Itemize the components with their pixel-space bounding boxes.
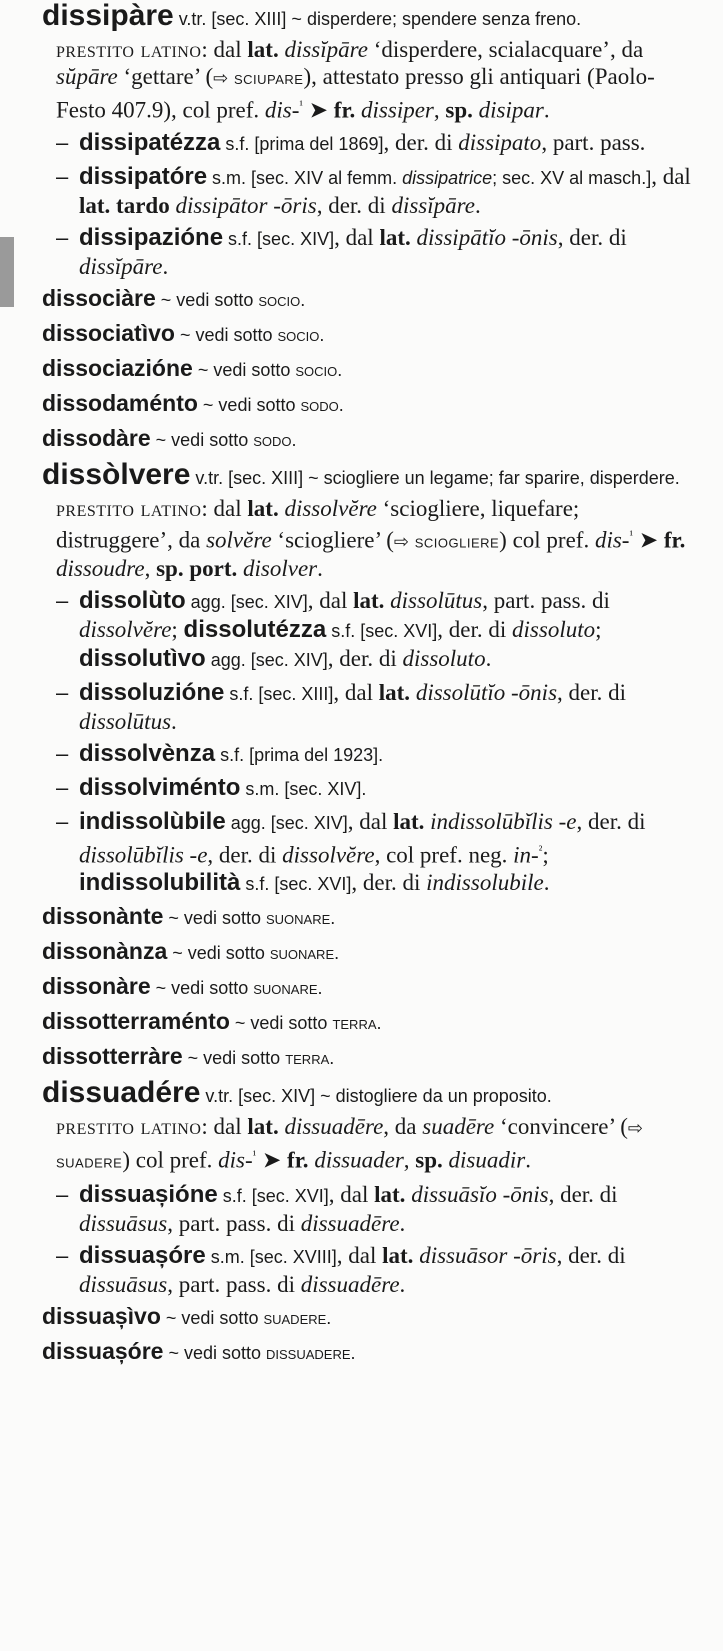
cross-reference-entry: dissociazióne ~ vedi sotto socio. bbox=[42, 354, 343, 381]
cross-ref-link[interactable]: socio. bbox=[277, 324, 325, 345]
cross-ref-link[interactable]: suonare. bbox=[269, 942, 340, 963]
derivative-entry: – dissolviménto s.m. [sec. XIV]. bbox=[56, 774, 367, 802]
derivative-entry: – dissipazióne s.f. [sec. XIV], dal lat. dissipātĭo -ōnis, der. di dissĭpāre. bbox=[56, 223, 627, 279]
headword: dissipàre bbox=[42, 0, 174, 32]
entry-head bbox=[42, 1075, 692, 1111]
cross-reference-entry: dissuașóre ~ vedi sotto dissuadere. bbox=[42, 1337, 356, 1364]
thumb-index-tab bbox=[0, 237, 14, 307]
derivative-entry: – dissoluzióne s.f. [sec. XIII], dal lat. dissolūtĭo -ōnis, der. di dissolūtus. bbox=[56, 679, 627, 735]
derivative-headword: dissolùto bbox=[79, 587, 186, 615]
cross-reference-list bbox=[42, 282, 692, 457]
derivative-headword: dissipatóre bbox=[79, 162, 208, 190]
cross-ref-arrow-icon: ⇨ bbox=[393, 531, 409, 552]
grammar-definition: v.tr. [sec. XIII] ~ disperdere; spendere senza freno. bbox=[173, 9, 582, 29]
cross-ref-link[interactable]: suadere. bbox=[263, 1307, 332, 1328]
cross-reference-entry: dissodaménto ~ vedi sotto sodo. bbox=[42, 389, 344, 416]
derivative-headword: dissolutézza bbox=[183, 616, 327, 644]
etymology: prestito latino: dal lat. dissuadēre, da suadēre ‘convincere’ (⇨ suadere) col pref. dis-$^{^1}$ ➤ fr. dissuader, sp. disuadir. bbox=[56, 1113, 643, 1173]
cross-reference-entry: dissonànza ~ vedi sotto suonare. bbox=[42, 937, 340, 964]
cross-ref-link[interactable]: terra. bbox=[285, 1047, 335, 1068]
derivative-entry: – dissolùto agg. [sec. XIV], dal lat. dissolūtus, part. pass. di dissolvĕre; dissolutézza s.f. [sec. XVI], der. di dissoluto; dissolutìvo agg. [sec. XIV], der. di dissoluto. bbox=[56, 587, 610, 673]
derivative-headword: dissolviménto bbox=[79, 774, 241, 802]
derivative-entry: – dissuașióne s.f. [sec. XVI], dal lat. dissuāsĭo -ōnis, der. di dissuāsus, part. pass. di dissuadēre. bbox=[56, 1180, 618, 1236]
grammar-definition: v.tr. [sec. XIII] ~ sciogliere un legame; far sparire, disperdere. bbox=[190, 467, 680, 488]
cross-reference-entry: dissonànte ~ vedi sotto suonare. bbox=[42, 902, 336, 929]
derivative-headword: dissoluzióne bbox=[79, 679, 225, 707]
derivative-headword: dissipatézza bbox=[79, 128, 221, 156]
cross-reference-entry: dissodàre ~ vedi sotto sodo. bbox=[42, 424, 297, 451]
cross-ref-link[interactable]: socio. bbox=[295, 359, 343, 380]
derivative-headword: dissolvènza bbox=[79, 740, 216, 768]
grammar-definition: v.tr. [sec. XIV] ~ distogliere da un proposito. bbox=[200, 1085, 552, 1106]
derivation-arrow-icon: ➤ bbox=[256, 1147, 288, 1173]
derivative-headword: dissolutìvo bbox=[79, 645, 206, 673]
derivative-entry: – dissolvènza s.f. [prima del 1923]. bbox=[56, 740, 384, 768]
cross-ref-link[interactable]: sciupare bbox=[233, 68, 304, 88]
derivative-entry: – dissipatóre s.m. [sec. XIV al femm. dissipatrice; sec. XV al masch.], dal lat. tardo dissipātor -ōris, der. di dissĭpāre. bbox=[56, 162, 691, 218]
derivative-headword: dissuașóre bbox=[79, 1241, 206, 1269]
entry-dissolvere bbox=[42, 457, 692, 898]
dictionary-page bbox=[42, 0, 692, 1370]
entry-dissipare bbox=[42, 2, 692, 280]
derivative-entry: – dissipatézza s.f. [prima del 1869], der. di dissipato, part. pass. bbox=[56, 128, 646, 156]
cross-ref-link[interactable]: suonare. bbox=[253, 977, 323, 998]
derivative-entry: – indissolùbile agg. [sec. XIV], dal lat. indissolūbĭlis -e, der. di dissolūbĭlis -e, der. di dissolvĕre, col pref. neg. in-$^{^2}$; indissolubilità s.f. [sec. XVI], der. di indissolubile. bbox=[56, 808, 646, 896]
cross-ref-link[interactable]: dissuadere. bbox=[266, 1342, 356, 1363]
etymology: prestito latino: dal lat. dissĭpāre ‘disperdere, scialacquare’, da sŭpāre ‘gettare’ (⇨ sciupare), attestato presso gli antiquari (Paolo-Festo 407.9), col pref. dis-$^{^1}$ ➤ fr. dissiper, sp. disipar. bbox=[56, 37, 655, 123]
entry-dissuadere bbox=[42, 1075, 692, 1298]
derivation-arrow-icon: ➤ bbox=[303, 97, 334, 123]
cross-reference-list bbox=[42, 900, 692, 1075]
entry-head bbox=[42, 457, 692, 493]
etymology: prestito latino: dal lat. dissolvĕre ‘sciogliere, liquefare; distruggere’, da solvĕre ‘sciogliere’ (⇨ sciogliere) col pref. dis-$^{^1}$ ➤ fr. dissoudre, sp. port. disolver. bbox=[56, 495, 686, 582]
cross-reference-list bbox=[42, 1300, 692, 1370]
cross-ref-arrow-icon: ⇨ bbox=[213, 68, 229, 88]
entry-head bbox=[42, 2, 692, 34]
cross-ref-link[interactable]: socio. bbox=[258, 289, 306, 310]
cross-ref-link[interactable]: suonare. bbox=[265, 907, 336, 928]
cross-reference-entry: dissonàre ~ vedi sotto suonare. bbox=[42, 972, 323, 999]
cross-reference-entry: dissotterràre ~ vedi sotto terra. bbox=[42, 1042, 335, 1069]
headword: dissuadére bbox=[42, 1075, 201, 1109]
derivative-headword: dissipazióne bbox=[79, 223, 224, 251]
derivative-entry: – dissuașóre s.m. [sec. XVIII], dal lat. dissuāsor -ōris, der. di dissuāsus, part. pass. di dissuadēre. bbox=[56, 1241, 626, 1297]
derivative-headword: indissolubilità bbox=[79, 868, 241, 896]
cross-reference-entry: dissuașìvo ~ vedi sotto suadere. bbox=[42, 1302, 332, 1329]
derivative-headword: indissolùbile bbox=[79, 808, 226, 836]
cross-ref-link[interactable]: sodo. bbox=[253, 429, 297, 450]
cross-reference-entry: dissociàre ~ vedi sotto socio. bbox=[42, 284, 306, 311]
cross-ref-link[interactable]: sodo. bbox=[300, 394, 344, 415]
cross-ref-link[interactable]: sciogliere bbox=[414, 531, 500, 552]
cross-ref-link[interactable]: terra. bbox=[332, 1012, 382, 1033]
derivative-headword: dissuașióne bbox=[79, 1180, 218, 1208]
cross-ref-link[interactable]: suadere bbox=[56, 1151, 123, 1172]
cross-reference-entry: dissociatìvo ~ vedi sotto socio. bbox=[42, 319, 325, 346]
derivation-arrow-icon: ➤ bbox=[633, 527, 664, 553]
cross-reference-entry: dissotterraménto ~ vedi sotto terra. bbox=[42, 1007, 382, 1034]
headword: dissòlvere bbox=[42, 457, 191, 491]
cross-ref-arrow-icon: ⇨ bbox=[627, 1117, 643, 1138]
